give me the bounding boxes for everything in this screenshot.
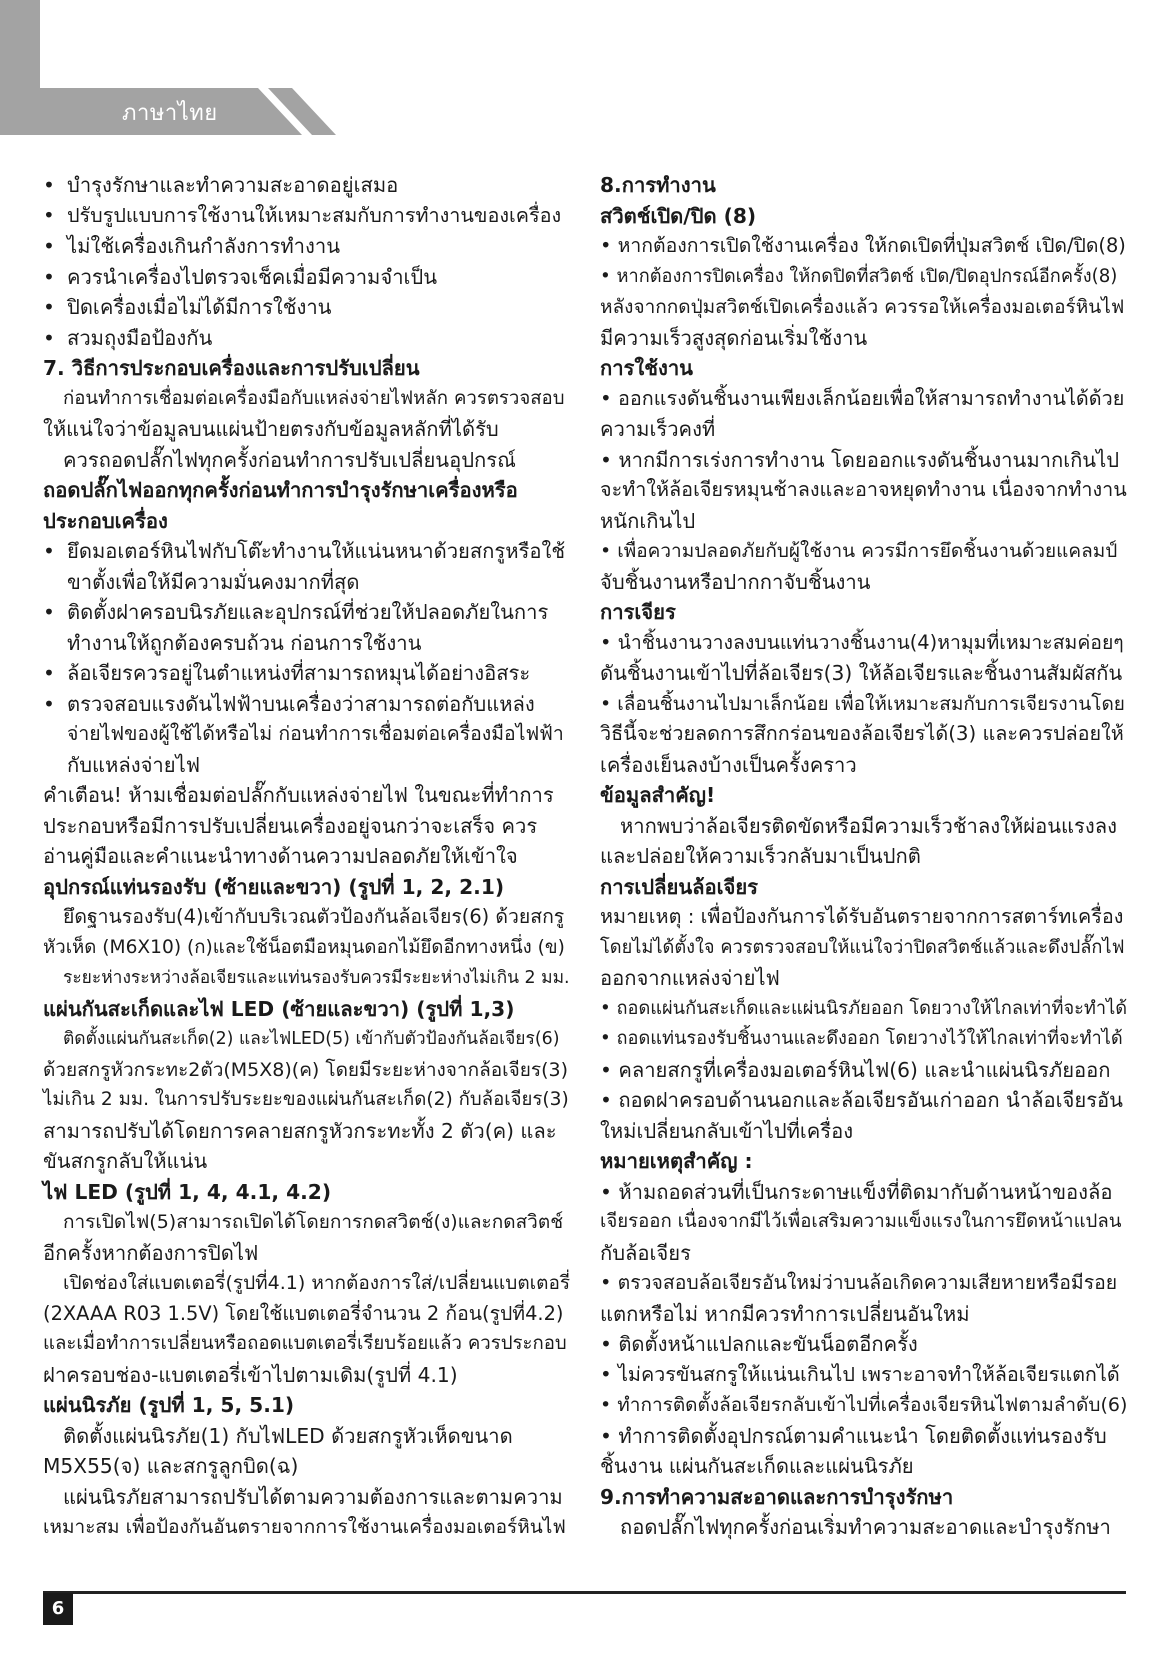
text-line: วิธีนี้จะช่วยลดการสึกกร่อนของล้อเจียรได้(3) และควรปล่อยให้ xyxy=(600,722,1124,745)
text-line: หากพบว่าล้อเจียรติดขัดหรือมีความเร็วช้าลงให้ผ่อนแรงลง xyxy=(620,813,1117,838)
text-line: ไม่เกิน 2 มม. ในการปรับระยะของแผ่นกันสะเก็ด(2) กับล้อเจียร(3) xyxy=(43,1089,569,1110)
text-line: การเปิดไฟ(5)สามารถเปิดได้โดยการกดสวิตช์(ง)และกดสวิตช์ xyxy=(63,1211,564,1233)
text-line: แผ่นนิรภัยสามารถปรับได้ตามความต้องการและตามความ xyxy=(63,1484,563,1509)
text-line: อีกครั้งหากต้องการปิดไฟ xyxy=(43,1240,259,1265)
left-column xyxy=(43,170,570,1543)
text-line: ก่อนทำการเชื่อมต่อเครื่องมือกับแหล่งจ่ายไฟหลัก ควรตรวจสอบ xyxy=(63,387,565,409)
text-line: ยึดฐานรองรับ(4)เข้ากับบริเวณตัวป้องกันล้อเจียร(6) ด้วยสกรู xyxy=(63,905,565,928)
text-line: ดันชิ้นงานเข้าไปที่ล้อเจียร(3) ให้ล้อเจียรและชิ้นงานสัมผัสกัน xyxy=(600,661,1123,685)
text-line: • หากต้องการปิดเครื่อง ให้กดปิดที่สวิตช์ เปิด/ปิดอุปกรณ์อีกครั้ง(8) xyxy=(600,265,1118,287)
text-line: เหมาะสม เพื่อป้องกันอันตรายจากการใช้งานเครื่องมอเตอร์หินไฟ xyxy=(43,1516,566,1538)
text-line: และเมื่อทำการเปลี่ยนหรือถอดแบตเตอรี่เรียบร้อยแล้ว ควรประกอบ xyxy=(43,1333,567,1354)
text-line: เปิดช่องใส่แบตเตอรี่(รูปที่4.1) หากต้องการใส่/เปลี่ยนแบตเตอรี่ xyxy=(63,1272,571,1294)
text-line: โดยไม่ได้ตั้งใจ ควรตรวจสอบให้แน่ใจว่าปิดสวิตช์แล้วและดึงปลั๊กไฟ xyxy=(600,936,1125,958)
right-column xyxy=(600,170,1127,1543)
text-line: ให้แน่ใจว่าข้อมูลบนแผ่นป้ายตรงกับข้อมูลหลักที่ได้รับ xyxy=(43,417,499,441)
text-line: • ทำการติดตั้งอุปกรณ์ตามคำแนะนำ โดยติดตั้งแท่นรองรับ xyxy=(600,1423,1107,1448)
text-line: ด้วยสกรูหัวกระทะ2ตัว(M5X8)(ค) โดยมีระยะห่างจากล้อเจียร(3) xyxy=(43,1058,569,1081)
page-number: 6 xyxy=(43,1593,73,1625)
text-line: • หากต้องการเปิดใช้งานเครื่อง ให้กดเปิดที่ปุ่มสวิตช์ เปิด/ปิด(8) xyxy=(600,234,1126,257)
text-line: ทำงานให้ถูกต้องครบถ้วน ก่อนการใช้งาน xyxy=(67,630,422,655)
page-header xyxy=(0,0,360,135)
text-line: จะทำให้ล้อเจียรหมุนช้าลงและอาจหยุดทำงาน เนื่องจากทำงาน xyxy=(600,478,1127,501)
text-line: • ล้อเจียรควรอยู่ในตำแหน่งที่สามารถหมุนได้อย่างอิสระ xyxy=(43,658,570,689)
text-line: แตกหรือไม่ หากมีควรทำการเปลี่ยนอันใหม่ xyxy=(600,1301,970,1326)
text-line: หนักเกินไป xyxy=(600,508,696,533)
text-line: ฝาครอบช่อง-แบตเตอรี่เข้าไปตามเดิม(รูปที่ 4.1) xyxy=(43,1362,458,1387)
text-line: กับล้อเจียร xyxy=(600,1240,691,1265)
text-line: มีความเร็วสูงสุดก่อนเริ่มใช้งาน xyxy=(600,325,868,350)
text-line: ระยะห่างระหว่างล้อเจียรและแท่นรองรับควรมีระยะห่างไม่เกิน 2 มม. xyxy=(63,968,570,988)
text-line: • ปรับรูปแบบการใช้งานให้เหมาะสมกับการทำงานของเครื่อง xyxy=(43,201,570,232)
text-line: การเปลี่ยนล้อเจียร xyxy=(600,874,759,899)
text-line: ติดตั้งแผ่นกันสะเก็ด(2) และไฟLED(5) เข้ากับตัวป้องกันล้อเจียร(6) xyxy=(63,1029,560,1049)
text-line: ขาตั้งเพื่อให้มีความมั่นคงมากที่สุด xyxy=(67,569,360,594)
text-line: ไฟ LED (รูปที่ 1, 4, 4.1, 4.2) xyxy=(43,1179,332,1204)
text-line: ข้อมูลสำคัญ! xyxy=(600,783,716,807)
text-line: • ติดตั้งฝาครอบนิรภัยและอุปกรณ์ที่ช่วยให้ปลอดภัยในการ xyxy=(43,597,570,628)
text-line: สวิตช์เปิด/ปิด (8) xyxy=(600,203,757,228)
text-line: • คลายสกรูที่เครื่องมอเตอร์หินไฟ(6) และนำแผ่นนิรภัยออก xyxy=(600,1057,1111,1082)
text-line: • ปิดเครื่องเมื่อไม่ได้มีการใช้งาน xyxy=(43,292,570,323)
text-line: • ควรนำเครื่องไปตรวจเช็คเมื่อมีความจำเป็น xyxy=(43,262,570,293)
text-line: การใช้งาน xyxy=(600,356,693,380)
text-line: ประกอบหรือมีการปรับเปลี่ยนเครื่องอยู่จนกว่าจะเสร็จ ควร xyxy=(43,813,538,838)
text-line: ขันสกรูกลับให้แน่น xyxy=(43,1149,208,1173)
text-line: แผ่นนิรภัย (รูปที่ 1, 5, 5.1) xyxy=(43,1393,295,1417)
text-line: การเจียร xyxy=(600,600,676,624)
text-line: • หากมีการเร่งการทำงาน โดยออกแรงดันชิ้นงานมากเกินไป xyxy=(600,447,1120,472)
text-line: คำเตือน! ห้ามเชื่อมต่อปลั๊กกับแหล่งจ่ายไฟ ในขณะที่ทำการ xyxy=(43,783,554,807)
text-line: จับชิ้นงานหรือปากกาจับชิ้นงาน xyxy=(600,569,871,594)
text-line: • ถอดแผ่นกันสะเก็ดและแผ่นนิรภัยออก โดยวางให้ไกลเท่าที่จะทำได้ xyxy=(600,997,1128,1019)
text-line: • เพื่อความปลอดภัยกับผู้ใช้งาน ควรมีการยึดชิ้นงานด้วยแคลมป์ xyxy=(600,540,1118,562)
text-line: ความเร็วคงที่ xyxy=(600,417,716,441)
text-line: • ตรวจสอบแรงดันไฟฟ้าบนเครื่องว่าสามารถต่อกับแหล่ง xyxy=(43,689,570,720)
text-line: เครื่องเย็นลงบ้างเป็นครั้งคราว xyxy=(600,752,857,777)
text-line: สามารถปรับได้โดยการคลายสกรูหัวกระทะทั้ง 2 ตัว(ค) และ xyxy=(43,1118,557,1143)
text-line: • ออกแรงดันชิ้นงานเพียงเล็กน้อยเพื่อให้สามารถทำงานได้ด้วย xyxy=(600,386,1125,410)
text-line: • ห้ามถอดส่วนที่เป็นกระดาษแข็งที่ติดมากับด้านหน้าของล้อ xyxy=(600,1179,1113,1204)
text-line: ควรถอดปลั๊กไฟทุกครั้งก่อนทำการปรับเปลี่ยนอุปกรณ์ xyxy=(63,447,516,472)
text-line: กับแหล่งจ่ายไฟ xyxy=(67,752,201,777)
language-label: ภาษาไทย xyxy=(122,101,218,126)
text-line: (2XAAA R03 1.5V) โดยใช้แบตเตอรี่จำนวน 2 ก้อน(รูปที่4.2) xyxy=(43,1301,564,1325)
text-line: ถอดปลั๊กไฟออกทุกครั้งก่อนทำการบำรุงรักษาเครื่องหรือ xyxy=(43,478,518,502)
text-line: • ไม่ควรขันสกรูให้แน่นเกินไป เพราะอาจทำให้ล้อเจียรแตกได้ xyxy=(600,1362,1120,1386)
text-line: ใหม่เปลี่ยนกลับเข้าไปที่เครื่อง xyxy=(600,1118,854,1143)
text-line: • ติดตั้งหน้าแปลกและขันน็อตอีกครั้ง xyxy=(600,1332,918,1356)
text-line: อุปกรณ์แท่นรองรับ (ซ้ายและขวา) (รูปที่ 1, 2, 2.1) xyxy=(43,874,505,899)
text-line: อ่านคู่มือและคำแนะนำทางด้านความปลอดภัยให้เข้าใจ xyxy=(43,844,518,868)
text-line: 7. วิธีการประกอบเครื่องและการปรับเปลี่ยน xyxy=(43,356,420,380)
text-line: ถอดปลั๊กไฟทุกครั้งก่อนเริ่มทำความสะอาดและบำรุงรักษา xyxy=(620,1515,1111,1539)
text-line: 8.การทำงาน xyxy=(600,173,716,197)
text-line: • ถอดฝาครอบด้านนอกและล้อเจียรอันเก่าออก นำล้อเจียรอัน xyxy=(600,1088,1123,1112)
text-line: • ยึดมอเตอร์หินไฟกับโต๊ะทำงานให้แน่นหนาด้วยสกรูหรือใช้ xyxy=(43,536,570,567)
footer-rule xyxy=(43,1591,1126,1594)
text-line: หมายเหตุ : เพื่อป้องกันการได้รับอันตรายจากการสตาร์ทเครื่อง xyxy=(600,905,1124,928)
text-line: • นำชิ้นงานวางลงบนแท่นวางชิ้นงาน(4)หามุมที่เหมาะสมค่อยๆ xyxy=(600,630,1124,654)
text-line: และปล่อยให้ความเร็วกลับมาเป็นปกติ xyxy=(600,844,921,868)
text-line: • ตรวจสอบล้อเจียรอันใหม่ว่าบนล้อเกิดความเสียหายหรือมีรอย xyxy=(600,1271,1118,1294)
text-line: หมายเหตุสำคัญ : xyxy=(600,1149,753,1173)
text-line: • บำรุงรักษาและทำความสะอาดอยู่เสมอ xyxy=(43,170,570,201)
text-line: 9.การทำความสะอาดและการบำรุงรักษา xyxy=(600,1484,954,1509)
text-line: • สวมถุงมือป้องกัน xyxy=(43,323,570,354)
text-line: หัวเห็ด (M6X10) (ก)และใช้น็อตมือหมุนดอกไม้ยึดอีกทางหนึ่ง (ข) xyxy=(43,936,565,958)
text-line: • ถอดแท่นรองรับชิ้นงานและดึงออก โดยวางไว้ให้ไกลเท่าที่จะทำได้ xyxy=(600,1028,1123,1049)
text-line: • ทำการติดตั้งล้อเจียรกลับเข้าไปที่เครื่องเจียรหินไฟตามลำดับ(6) xyxy=(600,1394,1128,1416)
text-line: หลังจากกดปุ่มสวิตช์เปิดเครื่องแล้ว ควรรอให้เครื่องมอเตอร์หินไฟ xyxy=(600,296,1125,318)
text-line: • ไม่ใช้เครื่องเกินกำลังการทำงาน xyxy=(43,231,570,262)
text-line: เจียรออก เนื่องจากมีไว้เพื่อเสริมความแข็งแรงในการยึดหน้าแปลน xyxy=(600,1211,1122,1232)
text-line: • เลื่อนชิ้นงานไปมาเล็กน้อย เพื่อให้เหมาะสมกับการเจียรงานโดย xyxy=(600,692,1125,715)
text-line: จ่ายไฟของผู้ใช้ได้หรือไม่ ก่อนทำการเชื่อมต่อเครื่องมือไฟฟ้า xyxy=(67,722,564,745)
text-line: M5X55(จ) และสกรูลูกบิด(ฉ) xyxy=(43,1454,299,1478)
text-line: ชิ้นงาน แผ่นกันสะเก็ดและแผ่นนิรภัย xyxy=(600,1454,914,1478)
text-line: ติดตั้งแผ่นนิรภัย(1) กับไฟLED ด้วยสกรูหัวเห็ดขนาด xyxy=(63,1423,513,1448)
text-line: ประกอบเครื่อง xyxy=(43,508,168,533)
text-line: แผ่นกันสะเก็ดและไฟ LED (ซ้ายและขวา) (รูปที่ 1,3) xyxy=(43,996,515,1021)
text-line: ออกจากแหล่งจ่ายไฟ xyxy=(600,966,780,990)
